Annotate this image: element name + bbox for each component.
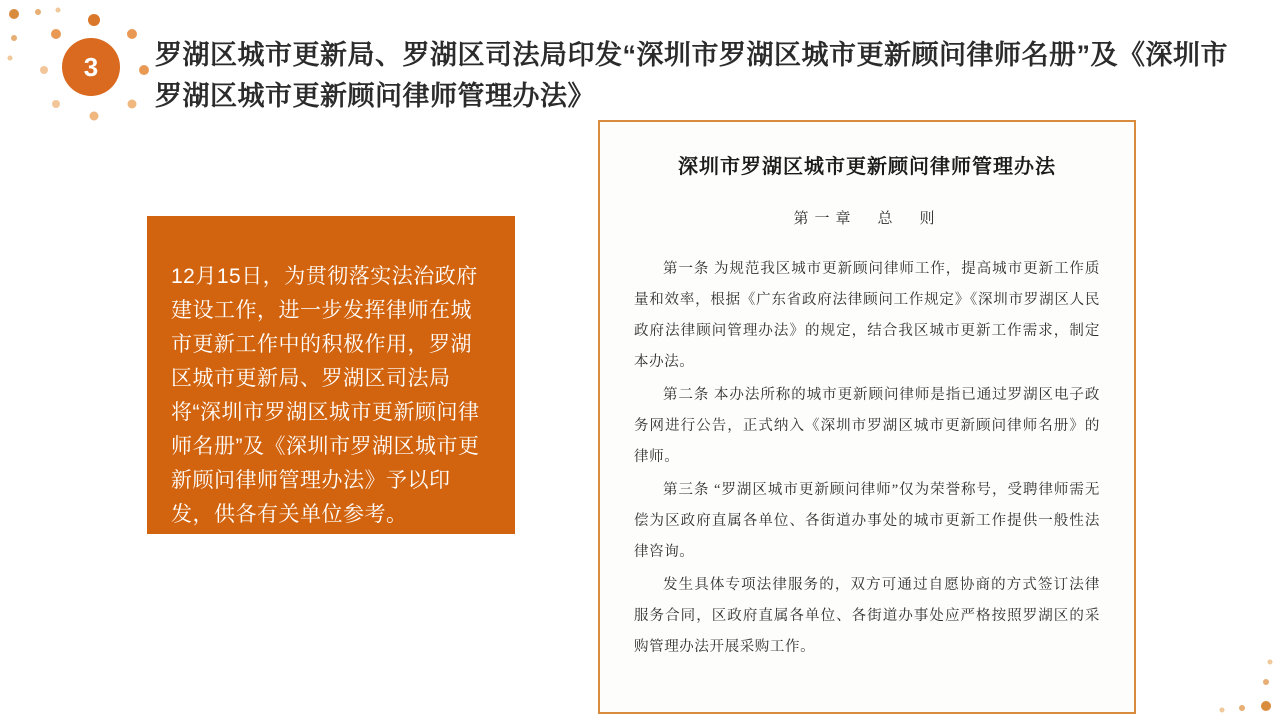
document-title: 深圳市罗湖区城市更新顾问律师管理办法 (678, 156, 1056, 178)
document-paragraph: 第一条 为规范我区城市更新顾问律师工作，提高城市更新工作质量和效率，根据《广东省政府法律顾问工作规定》《深圳市罗湖区人民政府法律顾问管理办法》的规定，结合我区城市更新工作需求，制定本办法。 (634, 261, 1100, 370)
document-preview (598, 120, 1136, 714)
document-paragraph: 第二条 本办法所称的城市更新顾问律师是指已通过罗湖区电子政务网进行公告，正式纳入《深圳市罗湖区城市更新顾问律师名册》的律师。 (634, 387, 1100, 465)
slide-number-badge (36, 12, 152, 122)
corner-decoration-bottom-right (1160, 600, 1280, 720)
document-paragraph: 发生具体专项法律服务的，双方可通过自愿协商的方式签订法律服务合同，区政府直属各单位、各街道办事处应严格按照罗湖区的采购管理办法开展采购工作。 (634, 577, 1100, 655)
page-title: 罗湖区城市更新局、罗湖区司法局印发“深圳市罗湖区城市更新顾问律师名册”及《深圳市罗湖区城市更新顾问律师管理办法》 (155, 40, 1228, 111)
document-chapter-heading: 第一章 总 则 (793, 211, 941, 227)
slide-number-text: 3 (62, 38, 120, 96)
summary-text: 12月15日，为贯彻落实法治政府建设工作，进一步发挥律师在城市更新工作中的积极作用，罗湖区城市更新局、罗湖区司法局将“深圳市罗湖区城市更新顾问律师名册”及《深圳市罗湖区城市更新顾问律师管理办法》予以印发，供各有关单位参考。 (171, 265, 480, 526)
summary-panel (147, 216, 515, 534)
document-paragraph: 第三条 “罗湖区城市更新顾问律师”仅为荣誉称号，受聘律师需无偿为区政府直属各单位、各街道办事处的城市更新工作提供一般性法律咨询。 (634, 482, 1100, 560)
